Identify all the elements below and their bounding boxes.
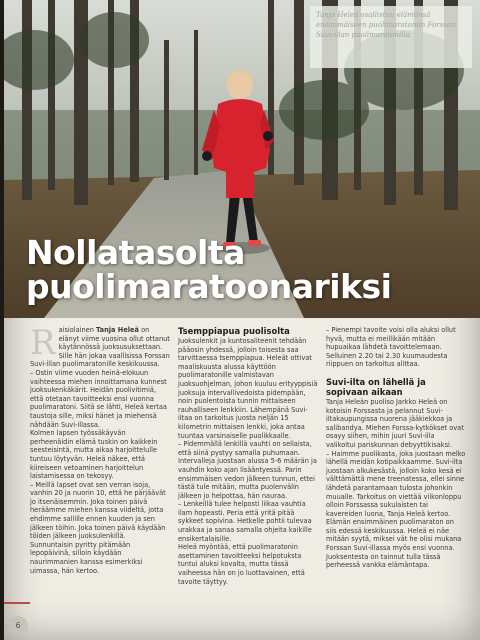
paragraph: – Pidemmällä lenkillä vauhti on sellaista, että siinä pystyy samalla puhumaan. Intervalleja juostaan alussa 5-6 määrän ja vauhdin koko ajan lisääntyessä. Parin ensimmäisen vedon jälkeen tunnun, ettei tästä tule mitään, mutta puolenvälin jälkeen jo helpottaa, hän nauraa. — [178, 440, 317, 500]
article-body — [30, 323, 476, 626]
article-photo — [4, 0, 480, 318]
title-line-1: Nollatasolta — [26, 233, 245, 272]
article-title — [26, 233, 392, 306]
column-2 — [178, 326, 318, 586]
paragraph: Heleä myöntää, että puolimaratonin asettaminen tavoitteeksi helpotuksta tuntui aluksi kovalta, mutta tässä vaiheessa hän on jo luottavainen, että tavoite täyttyy. — [178, 543, 305, 586]
paragraph — [30, 323, 170, 369]
lead-text: aisiolainen — [58, 326, 96, 334]
paragraph: – Pienempi tavoite voisi olla aluksi ollut hyvä, mutta ei meillikään mitään hupuaikaa lähdetä tavoittelemaan. Selluinen 2.20 tai 2.30 kuumaudesta riippuen on tarkoitus alittaa. — [326, 326, 456, 369]
paragraph: – Ostin viime vuoden heinä-elokuun vaihteessa miehen innoittamana kunnest juoksukenkäkärit. Heidän puolivitimiä, että otetaan tavoitteeksi ensi vuonna puolimaratoni. Siitä se lähti, Heleä kertaa taustoja sille, miksi hänet ja miehensä nähdään Suvi-illassa. — [30, 368, 167, 429]
page-number: 6 — [8, 616, 28, 636]
paragraph: Elämän ensimmäinen puolimaraton on siis edessä keskikuussa. Heleä ei näe mitään syytä, miksei vät he olisi mukana Forssan Suvi-illassa myös ensi vuonna. Juoksentesta on tainnut tulla tässä perheessä vankka elämäntapa. — [326, 518, 462, 570]
photo-caption: Tanja Heleä osallistuu elämänsä ensimmäiseen puolimaratoniin Forssan Suvi-illan puolimaratonilla. — [310, 6, 472, 68]
column-3 — [326, 326, 466, 570]
accent-line — [4, 602, 30, 604]
person-name: Tanja Heleä — [96, 326, 139, 334]
paragraph: – Lenkeillä tulee helposti liikaa vauhtia ilam hopeasti. Peria että yritä pitää sykkeet sopivina. Hetkelle pohtii tulevaa urakkaa ja sanaa samalla ohjeita kaikille ensikertalaisille. — [178, 500, 312, 543]
paragraph: Tanja Heleän puoliso Jarkko Heleä on kotoisin Forssasta ja pelannut Suvi-iltakaupungissa nuorena jääkiekkoa ja salibandya. Miehen Forssa-kytkökset ovat osayy siihen, mihin juuri Suvi-illa valikoitui pariskunnan debyyttikisaksi. — [326, 397, 464, 449]
paragraph: – Haimme puolikasta, joka juostaan melko lähellä meidän kotipaikkaamme. Suvi-ilta juostaan alkukesästä, jolloin koko kesä ei välttämättä mene treenatessa, ellei sinne lähdetä parantamaan tulosta johonkin muualle. Tarkoitus on viettää viikonloppu olloin Forssassa sukulaisten tai kavereiden luona, Tanja Heleä kertoo. — [326, 449, 466, 518]
paragraph: Kolmen lapsen työssäkäyvän perheenäidin elämä tuskin on kaikkein seesteisintä, mutta aikaa harjoittelulle tuntuu löytyvän. Heleä näkee, että kiireiseen vetoaminen harjoittelun laistamisessa on tekosyy. — [30, 429, 158, 481]
title-line-2: puolimaratoonariksi — [26, 267, 392, 306]
subheading: Suvi-ilta on lähellä ja sopivaan aikaan — [326, 376, 426, 397]
drop-cap: R — [30, 323, 56, 363]
lead-rest: on elänyt viime vuosina ollut ottanut käytännössä juoksusuksettaan. Sille hän jokaa vaallisissa Forssan Suvi-illan puolimaratonille keskikuussa. — [30, 326, 170, 369]
magazine-page — [4, 0, 480, 640]
subheading: Tsemppiapua puolisolta — [178, 326, 290, 336]
column-1 — [30, 323, 170, 575]
paragraph: Juoksulenkit ja kuntosaliteenit tehdään pääosin yhdessä, jolloin toisesta saa tarvittaessa tsemppiapua. Heleät ottivat maaliskuusta alussa käyttöön puolimaratonille valmistavan juoksuohjelman, johon kuuluu erityyppisiä juoksuja intervallivedoista pidempään, noin puolentoista tunnin mittaiseen rauhalliseen lenkkiin. Lähempänä Suvi-iltaa on tarkoitus juosta neljän 15 kilometrin mittaisen lenkki, joka antaa tuuntaa varsinaiselle puolikkaalle. — [178, 337, 318, 440]
paragraph: – Meillä lapset ovat sen verran isoja, vanhin 20 ja nuorin 10, että he pärjäävät jo itsenäisemmin. Joka toinen päivä heräämme miehen kanssa viideltä, jotta ehdimme sallille ennen kuuden ja sen jälkeen töihin. Joka toinen päivä käydään töiden jälkeen juoksulenkillä. Sunnuntaisin pyritty pitämään lepopäivinä, silloin käydään naurimmanien kanssa esimerkiksi uimassa, hän kertoo. — [30, 480, 166, 575]
